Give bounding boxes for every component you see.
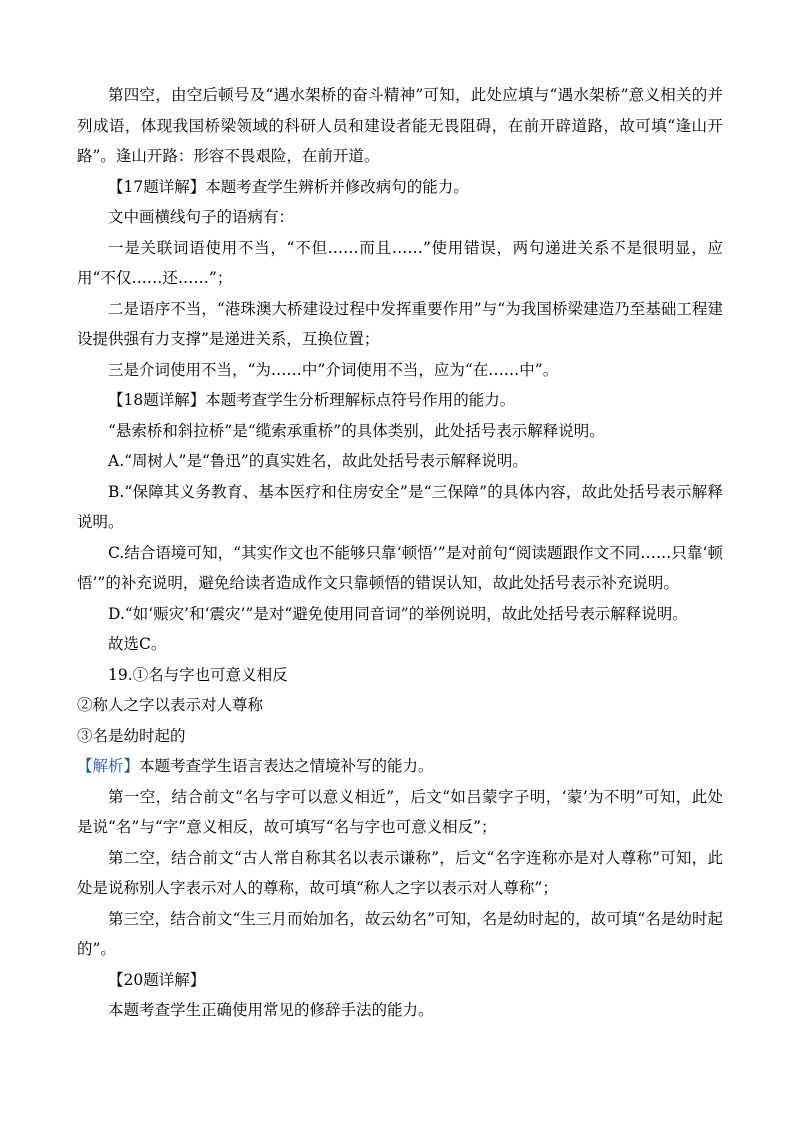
- paragraph-q19-blank-three: 第三空，结合前文“生三月而始加名，故云幼名”可知，名是幼时起的，故可填“名是幼时起的”。: [77, 909, 723, 958]
- paragraph-q18-answer: 故选C。: [108, 635, 167, 653]
- paragraph-q19-analysis: [77, 751, 723, 782]
- paragraph-q17-error-two: 二是语序不当，“港珠澳大桥建设过程中发挥重要作用”与“为我国桥梁建造乃至基础工程建设提供强有力支撑”是递进关系，互换位置；: [77, 299, 723, 348]
- paragraph-blank-four: 第四空，由空后顿号及“遇水架桥的奋斗精神”可知，此处应填与“遇水架桥”意义相关的并列成语，体现我国桥梁领域的科研人员和建设者能无畏阻碍，在前开辟道路，故可填“逢山开路”。逢山开路：形容不畏艰险，在前开道。: [77, 86, 723, 165]
- paragraph-q19-answer-one: 19.①名与字也可意义相反: [108, 665, 288, 684]
- paragraph-q19-blank-two: 第二空，结合前文“古人常自称其名以表示谦称”，后文“名字连称亦是对人尊称”可知，此处是说称别人字表示对人的尊称，故可填“称人之字以表示对人尊称”；: [77, 848, 723, 897]
- paragraph-q17-error-three: 三是介词使用不当，“为……中”介词使用不当，应为“在……中”。: [108, 360, 559, 379]
- paragraph-q20-heading: 【20题详解】: [108, 970, 206, 989]
- analysis-text: 本题考查学生语言表达之情境补写的能力。: [139, 757, 434, 775]
- document-body: [77, 80, 723, 1026]
- paragraph-q18-option-c: C.结合语境可知，“其实作文也不能够只靠‘顿悟’”是对前句“阅读题跟作文不同……只靠‘顿悟’”的补充说明，避免给读者造成作文只靠顿悟的错误认知，故此处括号表示补充说明。: [77, 543, 723, 592]
- paragraph-q18-analysis: “悬索桥和斜拉桥”是“缆索承重桥”的具体类别，此处括号表示解释说明。: [108, 421, 605, 440]
- paragraph-q17-intro: 文中画横线句子的语病有：: [108, 208, 295, 226]
- paragraph-q18-option-d: D.“如‘赈灾’和‘震灾’”是对“避免使用同音词”的举例说明，故此处括号表示解释说明。: [108, 604, 688, 623]
- paragraph-q19-answer-two: ②称人之字以表示对人尊称: [77, 696, 264, 714]
- paragraph-q18-option-b: B.“保障其义务教育、基本医疗和住房安全”是“三保障”的具体内容，故此处括号表示解释说明。: [77, 482, 723, 531]
- analysis-tag: 【解析】: [77, 757, 140, 775]
- paragraph-q17-error-one: 一是关联词语使用不当，“不但……而且……”使用错误，两句递进关系不是很明显，应用“不仅……还……”；: [77, 238, 723, 287]
- paragraph-q19-blank-one: 第一空，结合前文“名与字可以意义相近”，后文“如吕蒙字子明，‘蒙’为不明”可知，此处是说“名”与“字”意义相反，故可填写“名与字也可意义相反”；: [77, 787, 723, 836]
- paragraph-q18-heading: 【18题详解】本题考查学生分析理解标点符号作用的能力。: [108, 391, 516, 409]
- paragraph-q20-intro: 本题考查学生正确使用常见的修辞手法的能力。: [108, 1001, 434, 1019]
- paragraph-q18-option-a: A.“周树人”是“鲁迅”的真实姓名，故此处括号表示解释说明。: [108, 452, 528, 470]
- paragraph-q17-heading: 【17题详解】本题考查学生辨析并修改病句的能力。: [108, 177, 469, 196]
- paragraph-q19-answer-three: ③名是幼时起的: [77, 726, 186, 745]
